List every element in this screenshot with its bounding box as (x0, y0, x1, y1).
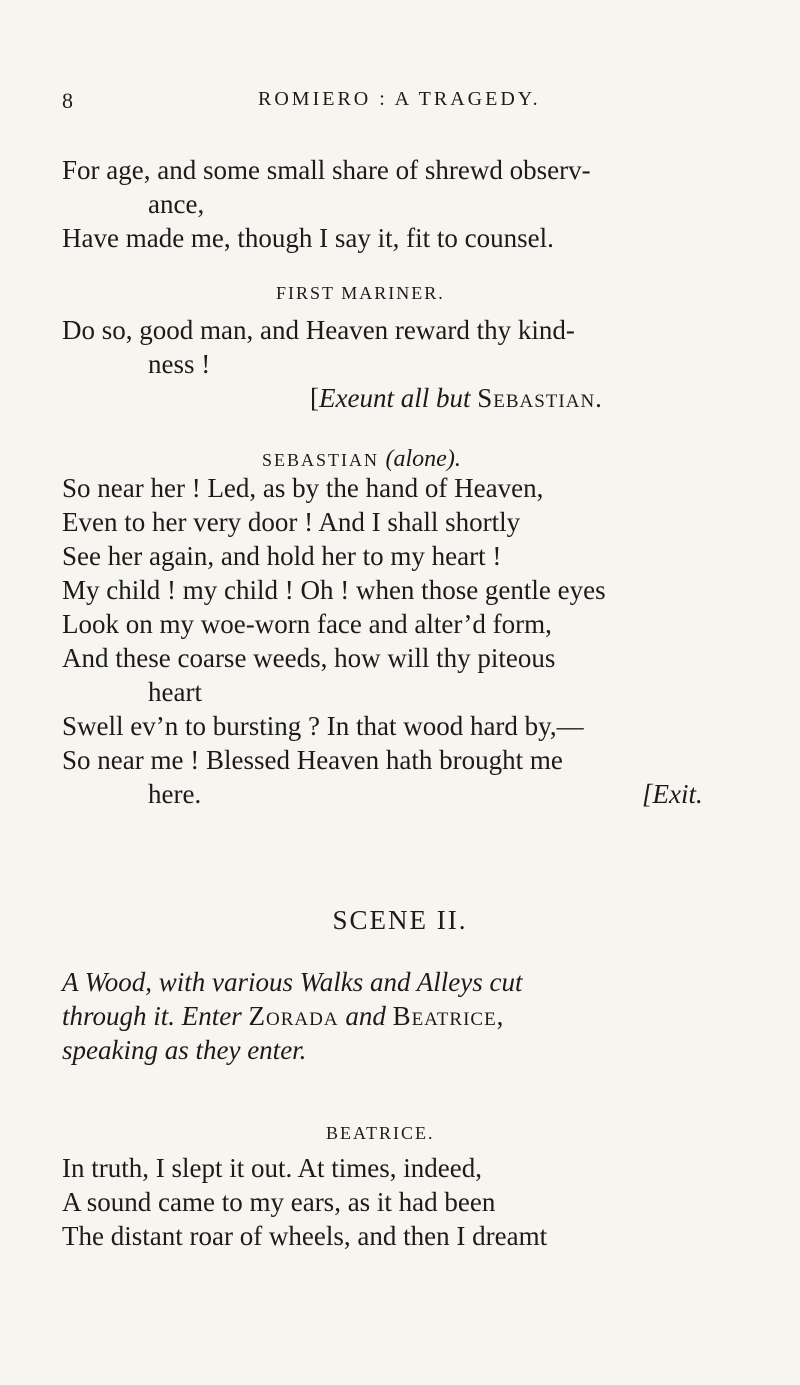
verse-line: Swell ev’n to bursting ? In that wood hard by,— (62, 711, 584, 741)
character-name: Zorada (248, 1001, 339, 1031)
speaker-heading: FIRST MARINER. (276, 283, 445, 303)
verse-line: So near her ! Led, as by the hand of Heaven, (62, 473, 544, 503)
verse-line: So near me ! Blessed Heaven hath brought me (62, 745, 563, 775)
speaker-direction: (alone). (385, 446, 461, 472)
verse-line: heart (148, 677, 202, 707)
scene-description (62, 1001, 504, 1031)
verse-line: here. (148, 779, 202, 809)
verse-line: See her again, and hold her to my heart ! (62, 541, 502, 571)
verse-line: Have made me, though I say it, fit to counsel. (62, 223, 554, 253)
character-name: Sebastian. (477, 383, 603, 413)
scene-description: A Wood, with various Walks and Alleys cut (62, 967, 523, 997)
verse-line: And these coarse weeds, how will thy piteous (62, 643, 556, 673)
verse-line: Look on my woe-worn face and alter’d form, (62, 609, 552, 639)
scene-description: speaking as they enter. (62, 1035, 307, 1065)
stage-bracket: [ (310, 383, 319, 413)
verse-line: Even to her very door ! And I shall shortly (62, 507, 521, 537)
scene-heading: SCENE II. (332, 905, 468, 935)
page-number: 8 (62, 88, 73, 113)
speaker-heading (262, 446, 461, 473)
exit-direction: [Exit. (642, 779, 703, 809)
verse-line: Do so, good man, and Heaven reward thy kind- (62, 315, 575, 345)
verse-line: The distant roar of wheels, and then I dreamt (62, 1221, 548, 1251)
scene-description-text: and (345, 1001, 386, 1031)
running-title: ROMIERO : A TRAGEDY. (258, 88, 541, 110)
verse-line: A sound came to my ears, as it had been (62, 1187, 496, 1217)
page-header (62, 88, 722, 118)
verse-line: ness ! (148, 349, 211, 379)
speaker-name: SEBASTIAN (262, 450, 380, 470)
verse-line: My child ! my child ! Oh ! when those gentle eyes (62, 575, 606, 605)
stage-direction-text: Exeunt all but (319, 383, 471, 413)
verse-line: For age, and some small share of shrewd observ- (62, 155, 591, 185)
stage-direction (310, 383, 603, 413)
character-name: Beatrice, (392, 1001, 505, 1031)
scene-description-text: through it. Enter (62, 1001, 242, 1031)
speaker-heading: BEATRICE. (326, 1123, 435, 1143)
verse-line: ance, (148, 189, 205, 219)
verse-line: In truth, I slept it out. At times, indeed, (62, 1153, 482, 1183)
